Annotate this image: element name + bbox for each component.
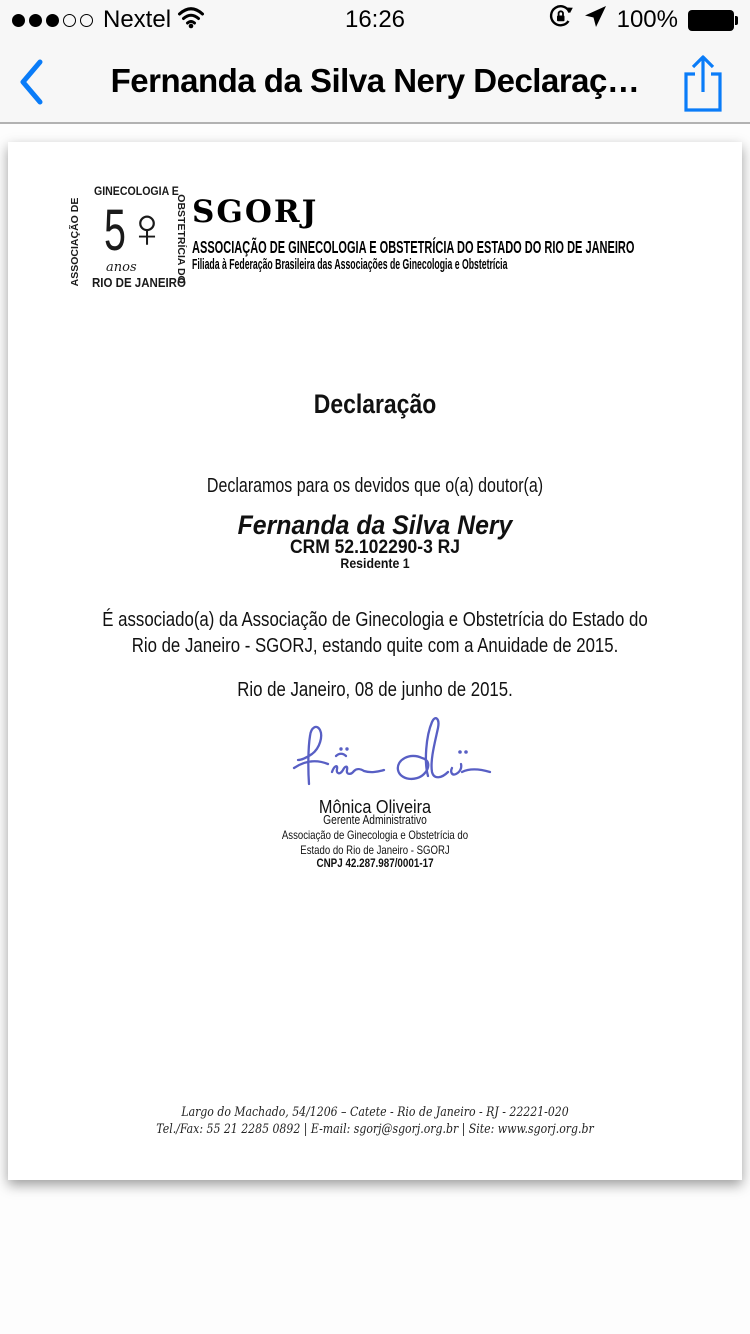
member-name: Fernanda da Silva Nery <box>237 510 513 540</box>
letterhead <box>66 178 686 298</box>
share-button[interactable] <box>678 52 728 116</box>
dateline: Rio de Janeiro, 08 de junho de 2015. <box>237 679 513 701</box>
nav-bar <box>0 40 750 124</box>
carrier-label: Nextel <box>103 6 172 33</box>
logo-text-bottom: RIO DE JANEIRO <box>92 276 186 290</box>
declaration-body <box>67 607 684 659</box>
orientation-lock-icon <box>547 3 574 37</box>
logo-anos-label: anos <box>106 260 137 275</box>
signer-name: Mônica Oliveira <box>318 796 432 817</box>
body-line-1: É associado(a) da Associação de Ginecologia e Obstetrícia do Estado do <box>102 609 648 631</box>
female-symbol-icon: ♀ <box>126 196 168 259</box>
org-full-name: ASSOCIAÇÃO DE GINECOLOGIA E OBSTETRÍCIA DO ESTADO DO RIO DE JANEIRO <box>192 237 635 257</box>
logo-text-right: OBSTETRÍCIA DO <box>175 194 187 284</box>
org-affiliation: Filiada à Federação Brasileira das Associações de Ginecologia e Obstetrícia <box>192 257 508 273</box>
org-acronym: SGORJ <box>192 194 319 230</box>
location-services-icon <box>584 5 607 35</box>
signer-org-line1: Associação de Ginecologia e Obstetrícia do <box>281 828 469 842</box>
logo-text-top: GINECOLOGIA E <box>94 186 179 198</box>
document-viewer[interactable] <box>0 126 750 1334</box>
status-bar <box>0 0 750 40</box>
battery-percent-label: 100% <box>616 6 678 33</box>
footer-address: Largo do Machado, 54/1206 – Catete - Rio de Janeiro - RJ - 22221-020 <box>181 1105 569 1120</box>
clock: 16:26 <box>344 6 406 33</box>
status-right-group <box>547 3 738 37</box>
back-button[interactable] <box>16 58 46 106</box>
member-role: Residente 1 <box>340 555 410 571</box>
sgorj-50-years-logo <box>66 178 190 292</box>
declaration-title: Declaração <box>313 389 437 419</box>
body-line-2: Rio de Janeiro - SGORJ, estando quite com a Anuidade de 2015. <box>131 635 619 657</box>
handwritten-signature <box>22 712 750 800</box>
battery-icon <box>688 10 738 31</box>
document-title: Fernanda da Silva Nery Declaraç… <box>110 62 640 99</box>
document-page <box>8 142 742 1180</box>
signer-org-line2: Estado do Rio de Janeiro - SGORJ <box>300 843 450 857</box>
member-crm: CRM 52.102290-3 RJ <box>289 537 461 558</box>
signer-cnpj: CNPJ 42.287.987/0001-17 <box>316 856 434 870</box>
logo-number-50: 5 <box>104 198 126 263</box>
signer-role: Gerente Administrativo <box>323 813 427 827</box>
logo-text-left: ASSOCIAÇÃO DE <box>69 197 81 287</box>
declaration-intro: Declaramos para os devidos que o(a) doutor(a) <box>206 475 544 497</box>
footer-contact: Tel./Fax: 55 21 2285 0892 | E-mail: sgorj@sgorj.org.br | Site: www.sgorj.org.br <box>156 1122 594 1137</box>
